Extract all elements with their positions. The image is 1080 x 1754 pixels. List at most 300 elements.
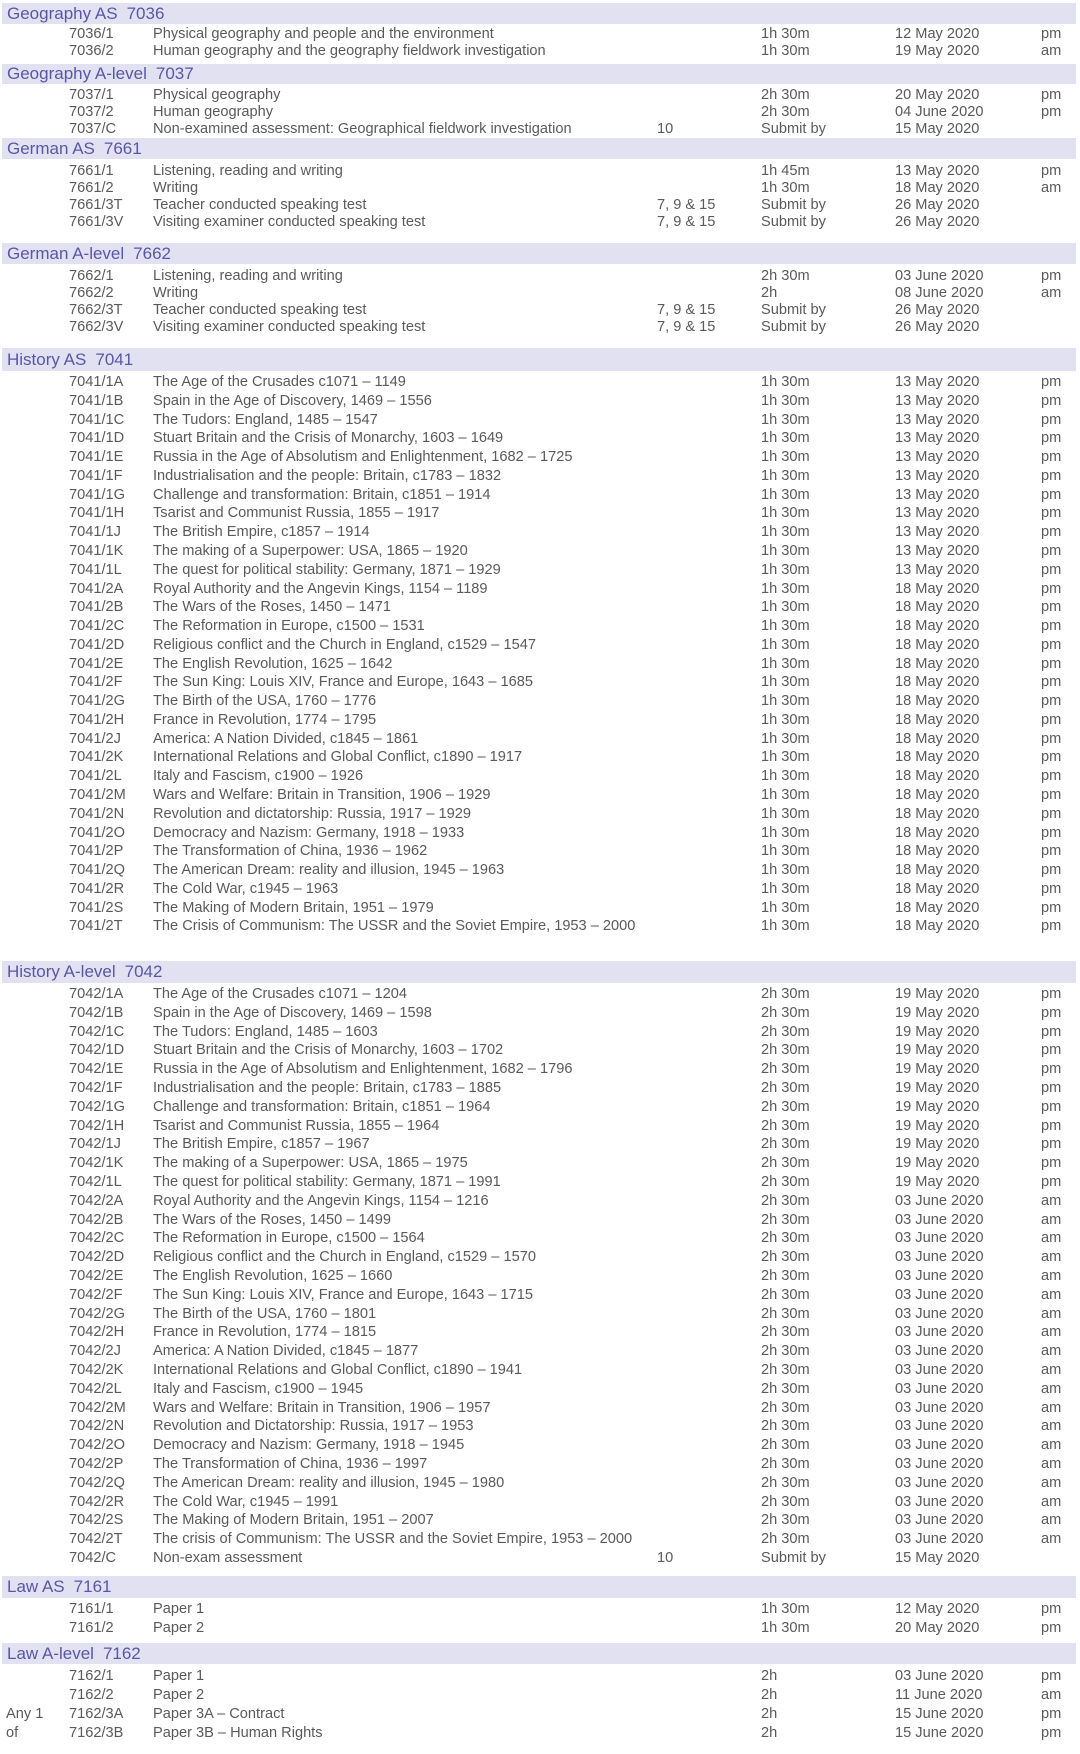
cell-title: Visiting examiner conducted speaking test — [153, 214, 426, 230]
table-row — [0, 985, 1080, 1004]
cell-title: Industrialisation and the people: Britain, c1783 – 1832 — [153, 467, 502, 484]
cell-title: Tsarist and Communist Russia, 1855 – 1964 — [153, 1117, 440, 1134]
table-row — [0, 1004, 1080, 1023]
cell-duration: 2h 30m — [761, 1512, 810, 1529]
table-row — [0, 880, 1080, 899]
cell-date: 13 May 2020 — [895, 392, 980, 409]
cell-date: 12 May 2020 — [895, 26, 980, 42]
cell-code: 7041/2T — [69, 918, 123, 935]
cell-title: Revolution and Dictatorship: Russia, 1917 – 1953 — [153, 1418, 474, 1435]
cell-code: 7042/2J — [69, 1343, 121, 1360]
cell-duration: 2h 30m — [761, 1286, 810, 1303]
cell-duration: 2h 30m — [761, 1098, 810, 1115]
cell-ref: 7, 9 & 15 — [657, 302, 716, 318]
cell-code: 7041/2E — [69, 655, 124, 672]
cell-duration: 2h 30m — [761, 1531, 810, 1548]
cell-session: am — [1041, 1456, 1062, 1472]
table-row — [0, 786, 1080, 805]
cell-date: 26 May 2020 — [895, 214, 980, 230]
table-row — [0, 392, 1080, 411]
cell-session: pm — [1041, 1668, 1062, 1684]
cell-title: The Reformation in Europe, c1500 – 1564 — [153, 1230, 425, 1247]
cell-duration: 1h 30m — [761, 843, 810, 860]
cell-title: Wars and Welfare: Britain in Transition, 1906 – 1957 — [153, 1399, 491, 1416]
cell-session: pm — [1041, 430, 1062, 447]
cell-session: pm — [1041, 674, 1062, 691]
cell-duration: 1h 30m — [761, 1619, 810, 1636]
cell-title: Listening, reading and writing — [153, 163, 343, 179]
table-row — [0, 1305, 1080, 1324]
cell-session: pm — [1041, 655, 1062, 672]
cell-session: am — [1041, 1230, 1062, 1247]
section-code: 7662 — [133, 244, 171, 263]
table-row — [0, 1417, 1080, 1436]
table-row — [0, 655, 1080, 674]
table-row — [0, 1436, 1080, 1455]
table-row — [0, 1098, 1080, 1117]
table-row — [0, 1686, 1080, 1705]
cell-date: 03 June 2020 — [895, 1437, 984, 1454]
cell-code: 7042/2C — [69, 1230, 125, 1247]
cell-session: pm — [1041, 899, 1062, 916]
cell-session: pm — [1041, 163, 1062, 179]
cell-duration: 1h 30m — [761, 749, 810, 766]
cell-session: am — [1041, 1211, 1062, 1228]
section-header — [2, 1576, 1076, 1598]
cell-session: am — [1041, 285, 1062, 301]
cell-duration: 2h 30m — [761, 1136, 810, 1153]
cell-duration: 1h 30m — [761, 467, 810, 484]
table-row — [0, 523, 1080, 542]
cell-duration: 2h 30m — [761, 1493, 810, 1510]
cell-duration: Submit by — [761, 319, 826, 335]
section-header — [2, 3, 1076, 24]
section-code: 7036 — [126, 4, 165, 23]
cell-title: Royal Authority and the Angevin Kings, 1154 – 1216 — [153, 1192, 489, 1209]
cell-title: Listening, reading and writing — [153, 268, 343, 284]
section-subject: History AS — [7, 350, 87, 369]
cell-code: 7042/1J — [69, 1136, 121, 1153]
cell-duration: 2h 30m — [761, 1004, 810, 1021]
cell-session: pm — [1041, 693, 1062, 710]
cell-duration: 1h 30m — [761, 542, 810, 559]
cell-date: 18 May 2020 — [895, 862, 980, 878]
cell-session: pm — [1041, 268, 1062, 284]
cell-title: The Making of Modern Britain, 1951 – 2007 — [153, 1512, 434, 1529]
cell-duration: 1h 30m — [761, 43, 810, 59]
cell-title: The British Empire, c1857 – 1914 — [153, 524, 370, 541]
cell-duration: 2h 30m — [761, 1399, 810, 1416]
cell-session: pm — [1041, 467, 1062, 484]
cell-duration: 2h 30m — [761, 1042, 810, 1059]
table-row — [0, 1135, 1080, 1154]
cell-code: 7042/2G — [69, 1305, 125, 1322]
cell-title: Paper 1 — [153, 1668, 205, 1684]
cell-session: am — [1041, 43, 1062, 59]
cell-duration: 1h 30m — [761, 693, 810, 710]
cell-code: 7042/1B — [69, 1004, 124, 1021]
cell-session: pm — [1041, 599, 1062, 616]
table-row — [0, 1023, 1080, 1042]
cell-duration: 2h 30m — [761, 1023, 810, 1040]
cell-session: am — [1041, 1418, 1062, 1435]
section-subject: Law AS — [7, 1577, 65, 1596]
cell-session: pm — [1041, 1042, 1062, 1059]
cell-code: 7041/1G — [69, 486, 125, 503]
cell-duration: 1h 30m — [761, 880, 810, 897]
cell-session: am — [1041, 1192, 1062, 1209]
cell-duration: 1h 30m — [761, 486, 810, 503]
cell-date: 03 June 2020 — [895, 1668, 984, 1684]
cell-duration: 2h 30m — [761, 1155, 810, 1172]
cell-session: pm — [1041, 1098, 1062, 1115]
cell-title: Russia in the Age of Absolutism and Enlightenment, 1682 – 1796 — [153, 1061, 573, 1078]
cell-date: 03 June 2020 — [895, 1305, 984, 1322]
cell-session: pm — [1041, 1706, 1062, 1722]
cell-date: 13 May 2020 — [895, 561, 980, 578]
cell-duration: 1h 30m — [761, 899, 810, 916]
cell-duration: 2h 30m — [761, 1324, 810, 1341]
cell-title: Democracy and Nazism: Germany, 1918 – 1933 — [153, 824, 465, 841]
cell-session: pm — [1041, 561, 1062, 578]
cell-session: am — [1041, 1343, 1062, 1360]
table-row — [0, 1154, 1080, 1173]
cell-duration: 2h 30m — [761, 1061, 810, 1078]
cell-duration: 2h 30m — [761, 1418, 810, 1435]
cell-title: International Relations and Global Conflict, c1890 – 1917 — [153, 749, 523, 766]
cell-date: 18 May 2020 — [895, 655, 980, 672]
cell-duration: 1h 30m — [761, 1601, 810, 1617]
cell-duration: 2h 30m — [761, 1437, 810, 1454]
table-row — [0, 617, 1080, 636]
cell-code: 7041/1E — [69, 449, 124, 466]
cell-code: 7041/2F — [69, 674, 123, 691]
table-row — [0, 824, 1080, 843]
table-row — [0, 711, 1080, 730]
table-row — [0, 213, 1080, 232]
cell-ref: 7, 9 & 15 — [657, 197, 716, 213]
cell-code: 7042/2A — [69, 1192, 124, 1209]
cell-code: 7042/2S — [69, 1512, 124, 1529]
cell-ref: 7, 9 & 15 — [657, 319, 716, 335]
cell-duration: 1h 30m — [761, 768, 810, 785]
cell-title: Paper 2 — [153, 1619, 205, 1636]
cell-duration: 1h 30m — [761, 618, 810, 634]
cell-title: Human geography and the geography fieldwork investigation — [153, 43, 546, 59]
cell-session: pm — [1041, 486, 1062, 503]
cell-duration: 1h 30m — [761, 918, 810, 935]
cell-title: Spain in the Age of Discovery, 1469 – 1598 — [153, 1004, 432, 1021]
section-subject: Geography A-level — [7, 64, 147, 83]
cell-duration: 2h 30m — [761, 1343, 810, 1360]
cell-session: pm — [1041, 1725, 1062, 1741]
cell-duration: 2h — [761, 1706, 778, 1722]
cell-code: 7162/1 — [69, 1668, 114, 1684]
cell-ref: 7, 9 & 15 — [657, 214, 716, 230]
cell-code: 7662/2 — [69, 285, 114, 301]
cell-title: Russia in the Age of Absolutism and Enlightenment, 1682 – 1725 — [153, 449, 573, 466]
table-row — [0, 767, 1080, 786]
table-row — [0, 580, 1080, 599]
cell-date: 03 June 2020 — [895, 1211, 984, 1228]
cell-title: The making of a Superpower: USA, 1865 – 1920 — [153, 542, 468, 559]
cell-session: pm — [1041, 1080, 1062, 1096]
table-row — [0, 1267, 1080, 1286]
cell-title: The Transformation of China, 1936 – 1962 — [153, 843, 428, 860]
cell-code: 7662/3T — [69, 302, 123, 318]
cell-duration: 2h 30m — [761, 104, 810, 120]
cell-title: Paper 2 — [153, 1687, 205, 1703]
section-header — [2, 348, 1076, 371]
cell-title: Religious conflict and the Church in England, c1529 – 1547 — [153, 636, 536, 653]
cell-code: 7042/2B — [69, 1211, 124, 1228]
cell-date: 13 May 2020 — [895, 524, 980, 541]
cell-code: 7036/2 — [69, 43, 114, 59]
cell-code: 7041/2H — [69, 711, 125, 728]
cell-session: am — [1041, 1362, 1062, 1378]
cell-code: 7662/1 — [69, 268, 114, 284]
cell-title: Visiting examiner conducted speaking test — [153, 319, 426, 335]
table-row — [0, 318, 1080, 337]
cell-code: 7042/1C — [69, 1023, 125, 1040]
cell-code: 7662/3V — [69, 319, 124, 335]
cell-title: The American Dream: reality and illusion, 1945 – 1963 — [153, 862, 505, 878]
cell-code: 7042/1G — [69, 1098, 125, 1115]
section-code: 7037 — [155, 64, 194, 83]
cell-title: Paper 3B – Human Rights — [153, 1725, 323, 1741]
cell-title: The Birth of the USA, 1760 – 1776 — [153, 693, 377, 710]
cell-title: The Tudors: England, 1485 – 1603 — [153, 1023, 378, 1040]
table-row — [0, 730, 1080, 749]
table-row — [0, 429, 1080, 448]
table-row — [0, 636, 1080, 655]
cell-session: am — [1041, 1512, 1062, 1529]
cell-duration: 1h 30m — [761, 786, 810, 803]
cell-date: 19 May 2020 — [895, 43, 980, 59]
cell-title: The Crisis of Communism: The USSR and the Soviet Empire, 1953 – 2000 — [153, 918, 636, 935]
cell-code: 7661/1 — [69, 163, 114, 179]
cell-duration: 2h — [761, 1687, 778, 1703]
cell-title: Teacher conducted speaking test — [153, 197, 367, 213]
cell-title: Non-exam assessment — [153, 1550, 303, 1566]
cell-code: 7041/1D — [69, 430, 125, 447]
cell-duration: 2h 30m — [761, 268, 810, 284]
table-row — [0, 842, 1080, 861]
cell-duration: 1h 30m — [761, 392, 810, 409]
cell-title: Tsarist and Communist Russia, 1855 – 1917 — [153, 505, 440, 522]
cell-title: France in Revolution, 1774 – 1815 — [153, 1324, 377, 1341]
cell-session: am — [1041, 1474, 1062, 1491]
cell-code: 7041/1J — [69, 524, 121, 541]
cell-session: am — [1041, 1324, 1062, 1341]
cell-session: pm — [1041, 843, 1062, 860]
cell-title: France in Revolution, 1774 – 1795 — [153, 711, 377, 728]
cell-date: 19 May 2020 — [895, 1136, 980, 1153]
table-row — [0, 899, 1080, 918]
cell-code: 7042/2N — [69, 1418, 125, 1435]
cell-session: am — [1041, 1493, 1062, 1510]
cell-session: pm — [1041, 730, 1062, 747]
cell-date: 18 May 2020 — [895, 674, 980, 691]
cell-date: 13 May 2020 — [895, 542, 980, 559]
cell-duration: 2h 30m — [761, 1174, 810, 1190]
cell-date: 15 June 2020 — [895, 1725, 984, 1741]
table-row — [0, 504, 1080, 523]
cell-code: 7161/2 — [69, 1619, 114, 1636]
cell-title: The quest for political stability: Germany, 1871 – 1991 — [153, 1174, 501, 1190]
cell-title: America: A Nation Divided, c1845 – 1877 — [153, 1343, 419, 1360]
cell-title: Paper 3A – Contract — [153, 1706, 285, 1722]
cell-duration: 1h 30m — [761, 824, 810, 841]
cell-duration: 2h 30m — [761, 1362, 810, 1378]
cell-session: pm — [1041, 449, 1062, 466]
cell-code: 7042/2O — [69, 1437, 125, 1454]
section-code: 7661 — [103, 139, 142, 158]
cell-title: Wars and Welfare: Britain in Transition, 1906 – 1929 — [153, 786, 491, 803]
cell-code: 7042/2P — [69, 1456, 124, 1472]
cell-code: 7041/1F — [69, 467, 123, 484]
cell-session: am — [1041, 1687, 1062, 1703]
cell-code: 7042/2M — [69, 1399, 126, 1416]
cell-duration: Submit by — [761, 121, 826, 137]
cell-date: 18 May 2020 — [895, 824, 980, 841]
table-row — [0, 1286, 1080, 1305]
table-row — [0, 598, 1080, 617]
cell-code: 7041/2C — [69, 618, 125, 634]
cell-code: 7042/2Q — [69, 1474, 125, 1491]
cell-code: 7041/2J — [69, 730, 121, 747]
cell-session: pm — [1041, 1136, 1062, 1153]
cell-duration: 2h — [761, 1725, 778, 1741]
cell-date: 18 May 2020 — [895, 805, 980, 822]
cell-title: Non-examined assessment: Geographical fieldwork investigation — [153, 121, 572, 137]
cell-title: The crisis of Communism: The USSR and the Soviet Empire, 1953 – 2000 — [153, 1531, 633, 1548]
cell-date: 03 June 2020 — [895, 1249, 984, 1266]
cell-date: 26 May 2020 — [895, 319, 980, 335]
cell-session: pm — [1041, 1023, 1062, 1040]
cell-title: The Wars of the Roses, 1450 – 1471 — [153, 599, 391, 616]
cell-date: 13 May 2020 — [895, 430, 980, 447]
cell-code: 7042/2H — [69, 1324, 125, 1341]
cell-date: 03 June 2020 — [895, 1230, 984, 1247]
cell-code: 7041/2G — [69, 693, 125, 710]
cell-code: 7041/2R — [69, 880, 125, 897]
table-row — [0, 917, 1080, 936]
cell-title: The English Revolution, 1625 – 1660 — [153, 1268, 393, 1284]
cell-title: The Tudors: England, 1485 – 1547 — [153, 411, 378, 428]
table-row — [0, 1724, 1080, 1743]
table-row — [0, 1211, 1080, 1230]
table-row — [0, 1549, 1080, 1568]
cell-session: am — [1041, 1437, 1062, 1454]
cell-code: 7042/1A — [69, 986, 124, 1002]
cell-code: 7042/2R — [69, 1493, 125, 1510]
cell-code: 7041/1A — [69, 374, 124, 390]
cell-session: pm — [1041, 880, 1062, 897]
cell-date: 19 May 2020 — [895, 1080, 980, 1096]
cell-session: pm — [1041, 104, 1062, 120]
cell-title: Physical geography — [153, 87, 281, 103]
cell-code: 7041/2M — [69, 786, 126, 803]
cell-session: pm — [1041, 1619, 1062, 1636]
section-subject: History A-level — [7, 962, 116, 981]
cell-date: 19 May 2020 — [895, 1174, 980, 1190]
cell-code: 7162/2 — [69, 1687, 114, 1703]
cell-session: am — [1041, 1268, 1062, 1284]
cell-code: 7041/2L — [69, 768, 122, 785]
table-row — [0, 1041, 1080, 1060]
cell-title: Teacher conducted speaking test — [153, 302, 367, 318]
cell-duration: 1h 30m — [761, 805, 810, 822]
cell-code: 7041/2B — [69, 599, 124, 616]
table-row — [0, 42, 1080, 61]
cell-code: 7041/2K — [69, 749, 124, 766]
cell-session: pm — [1041, 824, 1062, 841]
cell-code: 7042/2F — [69, 1286, 123, 1303]
cell-code: 7041/2N — [69, 805, 125, 822]
cell-date: 20 May 2020 — [895, 1619, 980, 1636]
cell-title: America: A Nation Divided, c1845 – 1861 — [153, 730, 419, 747]
table-row — [0, 561, 1080, 580]
cell-duration: 2h 30m — [761, 1192, 810, 1209]
cell-session: pm — [1041, 986, 1062, 1002]
table-row — [0, 1399, 1080, 1418]
table-row — [0, 1600, 1080, 1619]
cell-title: Physical geography and people and the environment — [153, 26, 494, 42]
cell-date: 12 May 2020 — [895, 1601, 980, 1617]
cell-session: pm — [1041, 505, 1062, 522]
cell-code: 7041/2Q — [69, 862, 125, 878]
section-subject: Geography AS — [7, 4, 118, 23]
cell-date: 13 May 2020 — [895, 374, 980, 390]
cell-title: The Age of the Crusades c1071 – 1149 — [153, 374, 406, 390]
cell-date: 13 May 2020 — [895, 505, 980, 522]
cell-duration: 1h 30m — [761, 524, 810, 541]
cell-duration: 1h 30m — [761, 636, 810, 653]
cell-title: The Making of Modern Britain, 1951 – 1979 — [153, 899, 434, 916]
table-row — [0, 1248, 1080, 1267]
cell-duration: 1h 30m — [761, 711, 810, 728]
cell-side: of — [6, 1725, 19, 1741]
cell-code: 7042/2K — [69, 1362, 124, 1378]
section-code: 7161 — [73, 1577, 112, 1596]
cell-date: 19 May 2020 — [895, 1042, 980, 1059]
cell-session: pm — [1041, 711, 1062, 728]
cell-date: 04 June 2020 — [895, 104, 984, 120]
cell-session: pm — [1041, 1004, 1062, 1021]
table-row — [0, 1474, 1080, 1493]
cell-session: pm — [1041, 805, 1062, 822]
cell-date: 19 May 2020 — [895, 986, 980, 1002]
cell-duration: Submit by — [761, 197, 826, 213]
cell-code: 7042/2D — [69, 1249, 125, 1266]
table-row — [0, 1192, 1080, 1211]
cell-title: The making of a Superpower: USA, 1865 – 1975 — [153, 1155, 468, 1172]
cell-code: 7661/3T — [69, 197, 123, 213]
cell-duration: 2h 30m — [761, 1211, 810, 1228]
cell-code: 7661/3V — [69, 214, 124, 230]
cell-date: 18 May 2020 — [895, 636, 980, 653]
cell-code: 7042/2T — [69, 1531, 123, 1548]
cell-duration: 2h 30m — [761, 1474, 810, 1491]
cell-session: am — [1041, 1380, 1062, 1397]
cell-date: 19 May 2020 — [895, 1061, 980, 1078]
cell-title: The Reformation in Europe, c1500 – 1531 — [153, 618, 425, 634]
cell-title: Challenge and transformation: Britain, c1851 – 1914 — [153, 486, 491, 503]
table-row — [0, 1455, 1080, 1474]
cell-session: pm — [1041, 862, 1062, 878]
table-row — [0, 373, 1080, 392]
